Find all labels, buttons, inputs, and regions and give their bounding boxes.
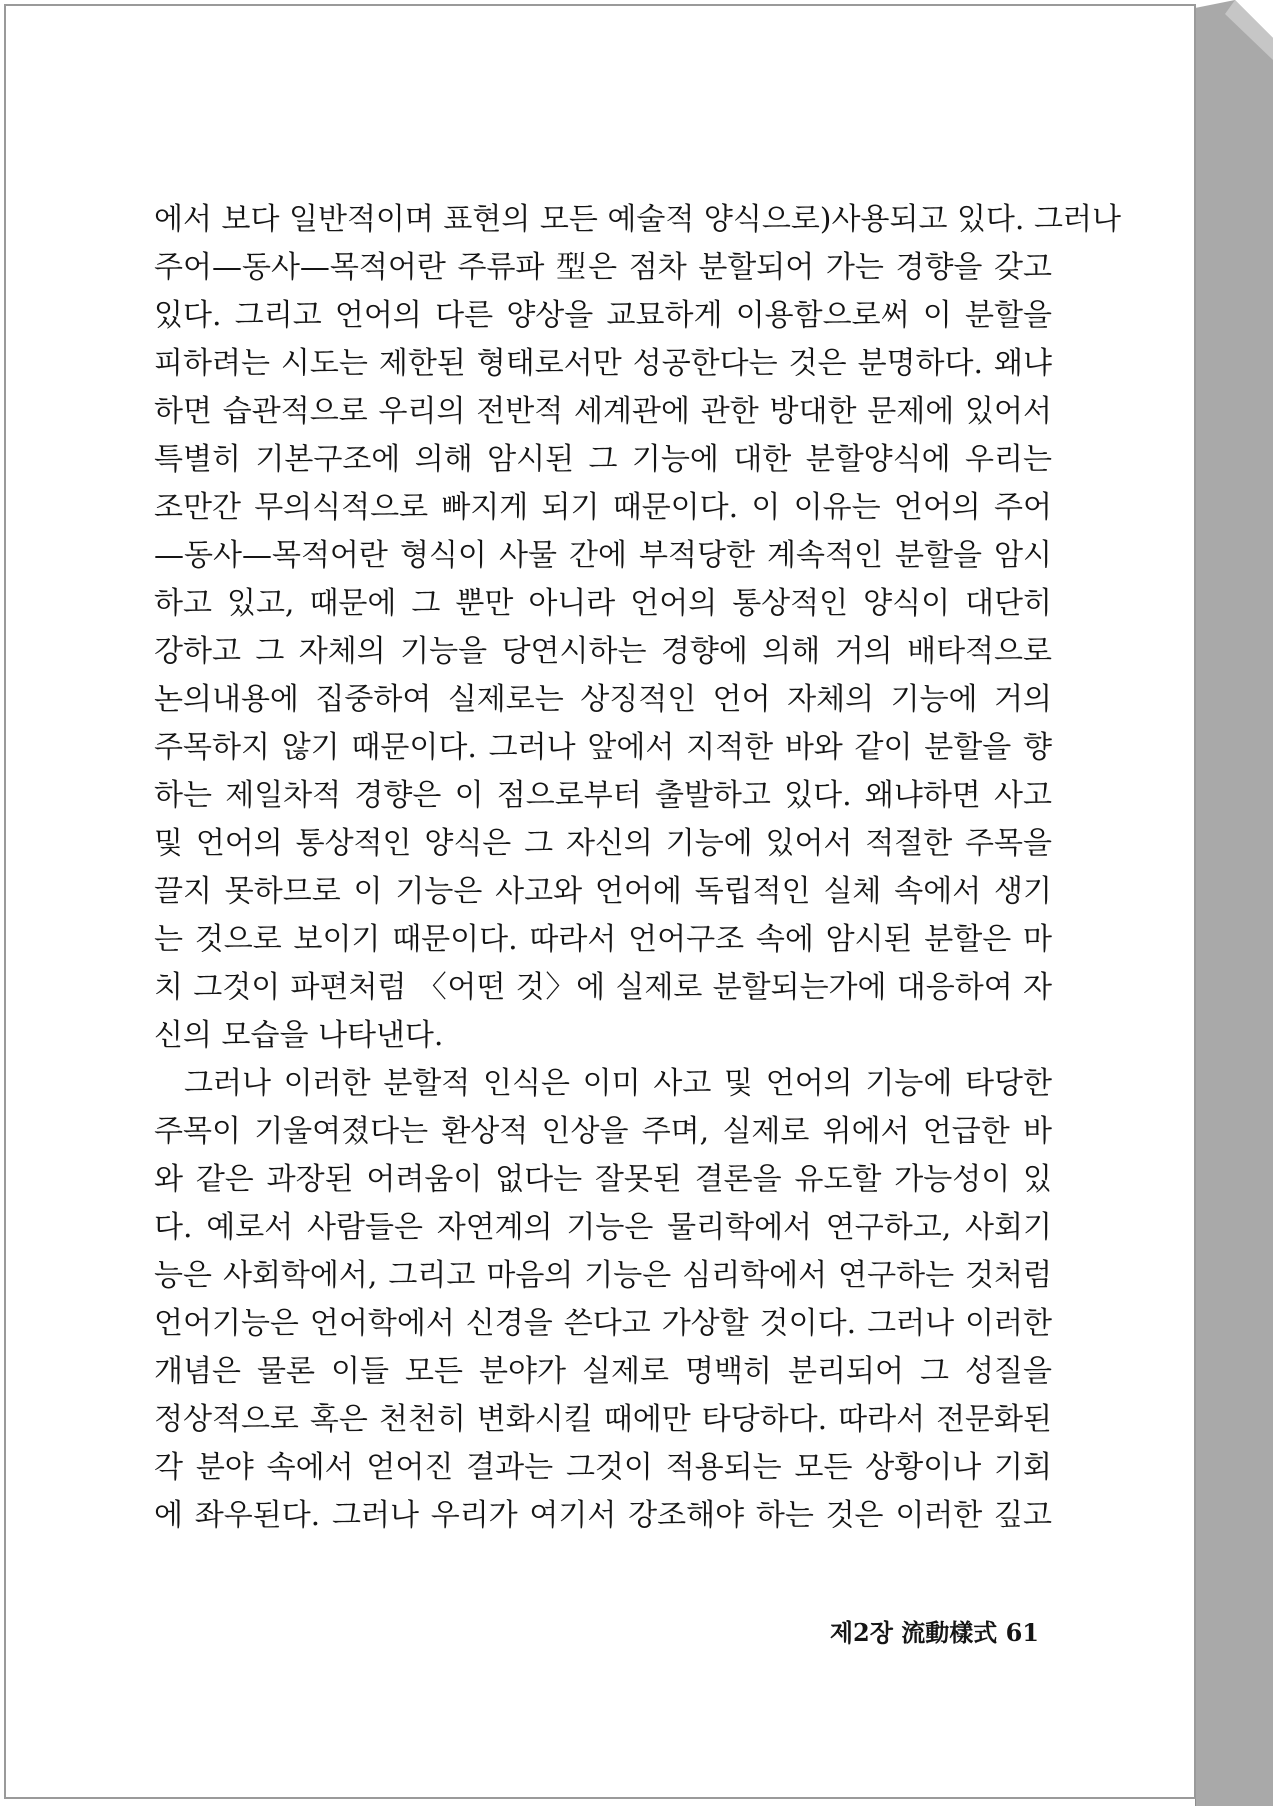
text-line: 있다. 그리고 언어의 다른 양상을 교묘하게 이용함으로써 이 분할을 [154, 298, 1052, 333]
text-line: 주목이 기울여졌다는 환상적 인상을 주며, 실제로 위에서 언급한 바 [154, 1114, 1052, 1149]
paragraph-end-line: 신의 모습을 나타낸다. [154, 1018, 444, 1053]
text-line: 하면 습관적으로 우리의 전반적 세계관에 관한 방대한 문제에 있어서 [154, 394, 1052, 429]
text-line: 정상적으로 혹은 천천히 변화시킬 때에만 타당하다. 따라서 전문화된 [154, 1402, 1052, 1437]
text-line: 는 것으로 보이기 때문이다. 따라서 언어구조 속에 암시된 분할은 마 [154, 922, 1052, 957]
text-line: 치 그것이 파편처럼 〈어떤 것〉에 실제로 분할되는가에 대응하여 자 [154, 970, 1052, 1005]
text-line: 에서 보다 일반적이며 표현의 모든 예술적 양식으로)사용되고 있다. 그러나 [154, 202, 1121, 237]
text-line: 특별히 기본구조에 의해 암시된 그 기능에 대한 분할양식에 우리는 [154, 442, 1052, 477]
text-line: 언어기능은 언어학에서 신경을 쓴다고 가상할 것이다. 그러나 이러한 [154, 1306, 1052, 1341]
text-line: 조만간 무의식적으로 빠지게 되기 때문이다. 이 이유는 언어의 주어 [154, 490, 1052, 525]
text-line: 다. 예로서 사람들은 자연계의 기능은 물리학에서 연구하고, 사회기 [154, 1210, 1052, 1245]
text-line: 주목하지 않기 때문이다. 그러나 앞에서 지적한 바와 같이 분할을 향 [154, 730, 1052, 765]
text-line: 및 언어의 통상적인 양식은 그 자신의 기능에 있어서 적절한 주목을 [154, 826, 1052, 861]
text-line: 개념은 물론 이들 모든 분야가 실제로 명백히 분리되어 그 성질을 [154, 1354, 1052, 1389]
page-sheet [4, 4, 1196, 1799]
running-footer-page-number: 제2장 流動樣式 61 [829, 1618, 1039, 1647]
body-text [154, 196, 1121, 1540]
text-line: 와 같은 과장된 어려움이 없다는 잘못된 결론을 유도할 가능성이 있 [154, 1162, 1052, 1197]
text-line: 능은 사회학에서, 그리고 마음의 기능은 심리학에서 연구하는 것처럼 [154, 1258, 1052, 1293]
text-line: 논의내용에 집중하여 실제로는 상징적인 언어 자체의 기능에 거의 [154, 682, 1052, 717]
text-line: 각 분야 속에서 얻어진 결과는 그것이 적용되는 모든 상황이나 기회 [154, 1450, 1052, 1485]
text-line: 하는 제일차적 경향은 이 점으로부터 출발하고 있다. 왜냐하면 사고 [154, 778, 1052, 813]
text-line: 끌지 못하므로 이 기능은 사고와 언어에 독립적인 실체 속에서 생기 [154, 874, 1052, 909]
text-line: 강하고 그 자체의 기능을 당연시하는 경향에 의해 거의 배타적으로 [154, 634, 1052, 669]
text-line: 피하려는 시도는 제한된 형태로서만 성공한다는 것은 분명하다. 왜냐 [154, 346, 1052, 381]
text-line: 에 좌우된다. 그러나 우리가 여기서 강조해야 하는 것은 이러한 깊고 [154, 1498, 1052, 1533]
text-line: —동사—목적어란 형식이 사물 간에 부적당한 계속적인 분할을 암시 [154, 538, 1052, 573]
book-edge-shading [1195, 0, 1273, 1806]
paragraph-first-line: 그러나 이러한 분할적 인식은 이미 사고 및 언어의 기능에 타당한 [184, 1066, 1052, 1101]
text-line: 주어—동사—목적어란 주류파 型은 점차 분할되어 가는 경향을 갖고 [154, 250, 1052, 285]
text-line: 하고 있고, 때문에 그 뿐만 아니라 언어의 통상적인 양식이 대단히 [154, 586, 1052, 621]
